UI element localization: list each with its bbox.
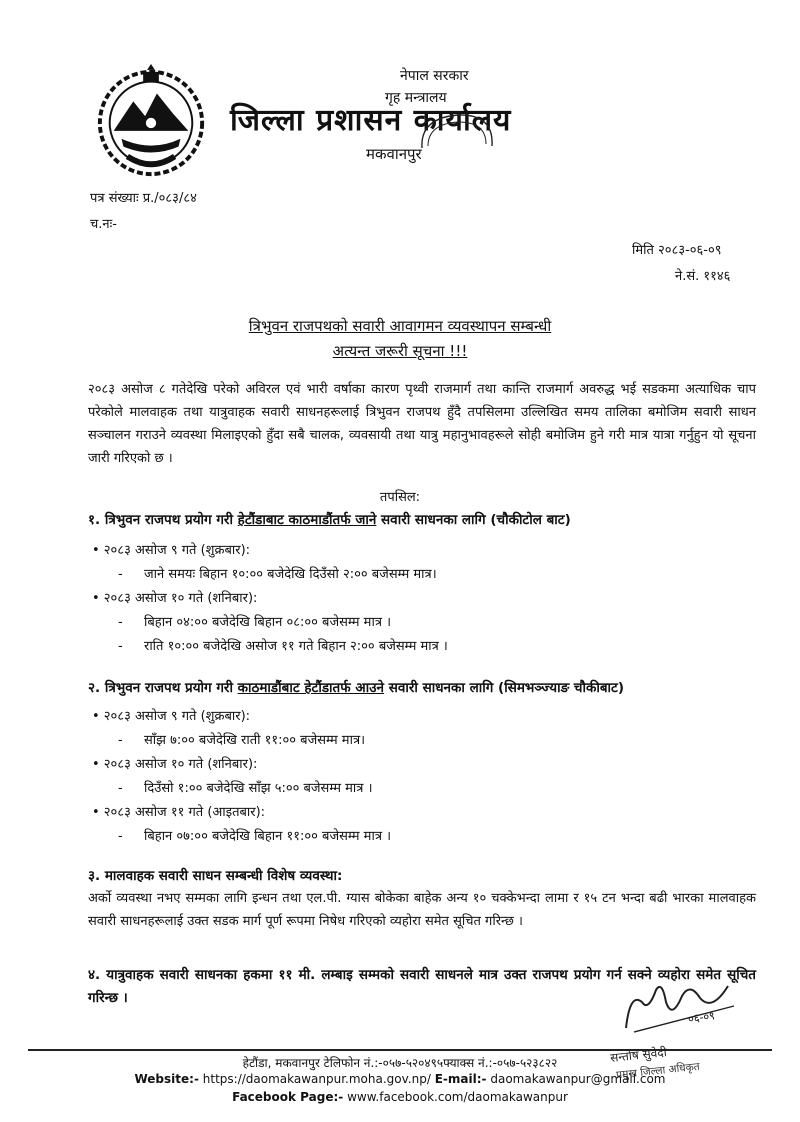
- schedule-date: • २०८३ असोज १० गते (शनिबार):: [92, 757, 258, 772]
- subject-line-2: अत्यन्त जरूरी सूचना !!!: [332, 342, 468, 360]
- patra-sankhya: पत्र संख्याः प्र./०८३/८४: [90, 191, 197, 206]
- schedule-slot: [118, 564, 437, 582]
- nepal-sambat: ने.सं. ११४६: [675, 269, 731, 284]
- section-2-prefix: २. त्रिभुवन राजपथ प्रयोग गरी: [88, 680, 238, 696]
- office-title: जिल्ला प्रशासन कार्यालय: [230, 103, 512, 138]
- facebook-link[interactable]: www.facebook.com/daomakawanpur: [347, 1090, 568, 1104]
- slot-text: साँझ ७:०० बजेदेखि राती ११:०० बजेसम्म मात्र।: [144, 733, 366, 748]
- govt-line-2: गृह मन्त्रालय: [385, 90, 447, 106]
- section-1-prefix: १. त्रिभुवन राजपथ प्रयोग गरी: [88, 512, 238, 528]
- dash-icon: -: [118, 829, 123, 844]
- signature-date: ०६-०९: [687, 1009, 716, 1026]
- schedule-date: • २०८३ असोज ९ गते (शुक्रबार):: [92, 543, 251, 558]
- slot-text: बिहान ०७:०० बजेदेखि बिहान ११:०० बजेसम्म मात्र ।: [144, 829, 392, 844]
- signature: [616, 972, 740, 1036]
- schedule-slot: [118, 730, 365, 748]
- website-link[interactable]: https://daomakawanpur.moha.gov.np/: [202, 1072, 431, 1086]
- section-2-suffix: सवारी साधनका लागि (सिमभञ्ज्याङ चौकीबाट): [384, 680, 624, 696]
- dash-icon: -: [118, 567, 123, 582]
- schedule-date: • २०८३ असोज ९ गते (शुक्रबार):: [92, 709, 251, 724]
- slot-text: बिहान ०४:०० बजेदेखि बिहान ०८:०० बजेसम्म मात्र ।: [144, 615, 392, 630]
- subject-line-1: त्रिभुवन राजपथको सवारी आवागमन व्यवस्थापन सम्बन्धी: [248, 317, 552, 335]
- section-1-route: हेटौंडाबाट काठमाडौंतर्फ जाने: [237, 512, 377, 528]
- nepal-government-emblem: [92, 62, 210, 180]
- section-2-heading: [88, 678, 624, 696]
- office-stamp: [418, 112, 496, 152]
- website-label: Website:-: [134, 1072, 199, 1086]
- tapasil-heading: तपसिल:: [379, 490, 421, 505]
- signatory-title: प्रमुख जिल्ला अधिकृत: [615, 1060, 701, 1082]
- section-4-body: ४. यात्रुवाहक सवारी साधनका हकमा ११ मी. लम्बाइ सम्मको सवारी साधनले मात्र उक्त राजपथ प्रयोग गर्न सक्ने व्यहोरा समेत सूचित गरिन्छ ।: [88, 967, 756, 1006]
- schedule-date: • २०८३ असोज ११ गते (आइतबार):: [92, 805, 266, 820]
- section-1-heading: [88, 510, 571, 528]
- email-label: E-mail:-: [434, 1072, 487, 1086]
- facebook-label: Facebook Page:-: [232, 1090, 344, 1104]
- footer-address: हेटौंडा, मकवानपुर टेलिफोन नं.:-०५७-५२०४९५फ्याक्स नं.:-०५७-५२३८२२: [242, 1056, 558, 1070]
- slot-text: जाने समयः बिहान १०:०० बजेदेखि दिउँसो २:०० बजेसम्म मात्र।: [144, 567, 437, 582]
- dash-icon: -: [118, 781, 123, 796]
- footer-contact: [0, 1072, 800, 1086]
- email-link[interactable]: daomakawanpur@gmail.com: [490, 1072, 666, 1086]
- section-3-heading: ३. मालवाहक सवारी साधन सम्बन्धी विशेष व्यवस्था:: [88, 868, 343, 884]
- govt-line-1: नेपाल सरकार: [400, 68, 469, 84]
- chalani-number: च.नः-: [90, 217, 117, 232]
- dash-icon: -: [118, 615, 123, 630]
- schedule-slot: [118, 612, 391, 630]
- signatory-name: सन्तोष सुवेदी: [609, 1045, 668, 1065]
- dash-icon: -: [118, 733, 123, 748]
- office-location: मकवानपुर: [366, 145, 422, 163]
- intro-paragraph: २०८३ असोज ८ गतेदेखि परेको अविरल एवं भारी वर्षाका कारण पृथ्वी राजमार्ग तथा कान्ति राजमार्ग अवरुद्ध भई सडकमा अत्याधिक चाप परेकोले मालवाहक तथा यात्रुवाहक सवारी साधनहरूलाई त्रिभुवन राजपथ हुँदै तपसिलमा उल्लिखित समय तालिका बमोजिम सवारी साधन सञ्चालन गराउने व्यवस्था मिलाइएको हुँदा सबै चालक, व्यवसायी तथा यात्रु महानुभावहरूले सोही बमोजिम हुने गरी मात्र यात्रा गर्नुहुन यो सूचना जारी गरिएको छ ।: [88, 382, 756, 466]
- schedule-date: • २०८३ असोज १० गते (शनिबार):: [92, 591, 258, 606]
- section-2-route: काठमाडौंबाट हेटौंडातर्फ आउने: [237, 680, 385, 696]
- footer-divider: [28, 1049, 772, 1051]
- footer-facebook: [0, 1090, 800, 1104]
- dash-icon: -: [118, 639, 123, 654]
- date: मिति २०८३-०६-०९: [632, 243, 722, 258]
- section-3-body: अर्को व्यवस्था नभए सम्मका लागि इन्धन तथा एल.पी. ग्यास बोकेका बाहेक अन्य १० चक्केभन्दा लामा र १५ टन भन्दा बढी भारका मालवाहक सवारी साधनहरूलाई उक्त सडक मार्ग पूर्ण रूपमा निषेध गरिएको व्यहोरा समेत सूचित गरिन्छ ।: [88, 891, 756, 929]
- schedule-slot: [118, 636, 448, 654]
- schedule-slot: [118, 826, 391, 844]
- section-1-suffix: सवारी साधनका लागि (चौकीटोल बाट): [376, 512, 571, 528]
- schedule-slot: [118, 778, 373, 796]
- slot-text: दिउँसो १:०० बजेदेखि साँझ ५:०० बजेसम्म मात्र ।: [144, 781, 373, 796]
- slot-text: राति १०:०० बजेदेखि असोज ११ गते बिहान २:०० बजेसम्म मात्र ।: [144, 639, 448, 654]
